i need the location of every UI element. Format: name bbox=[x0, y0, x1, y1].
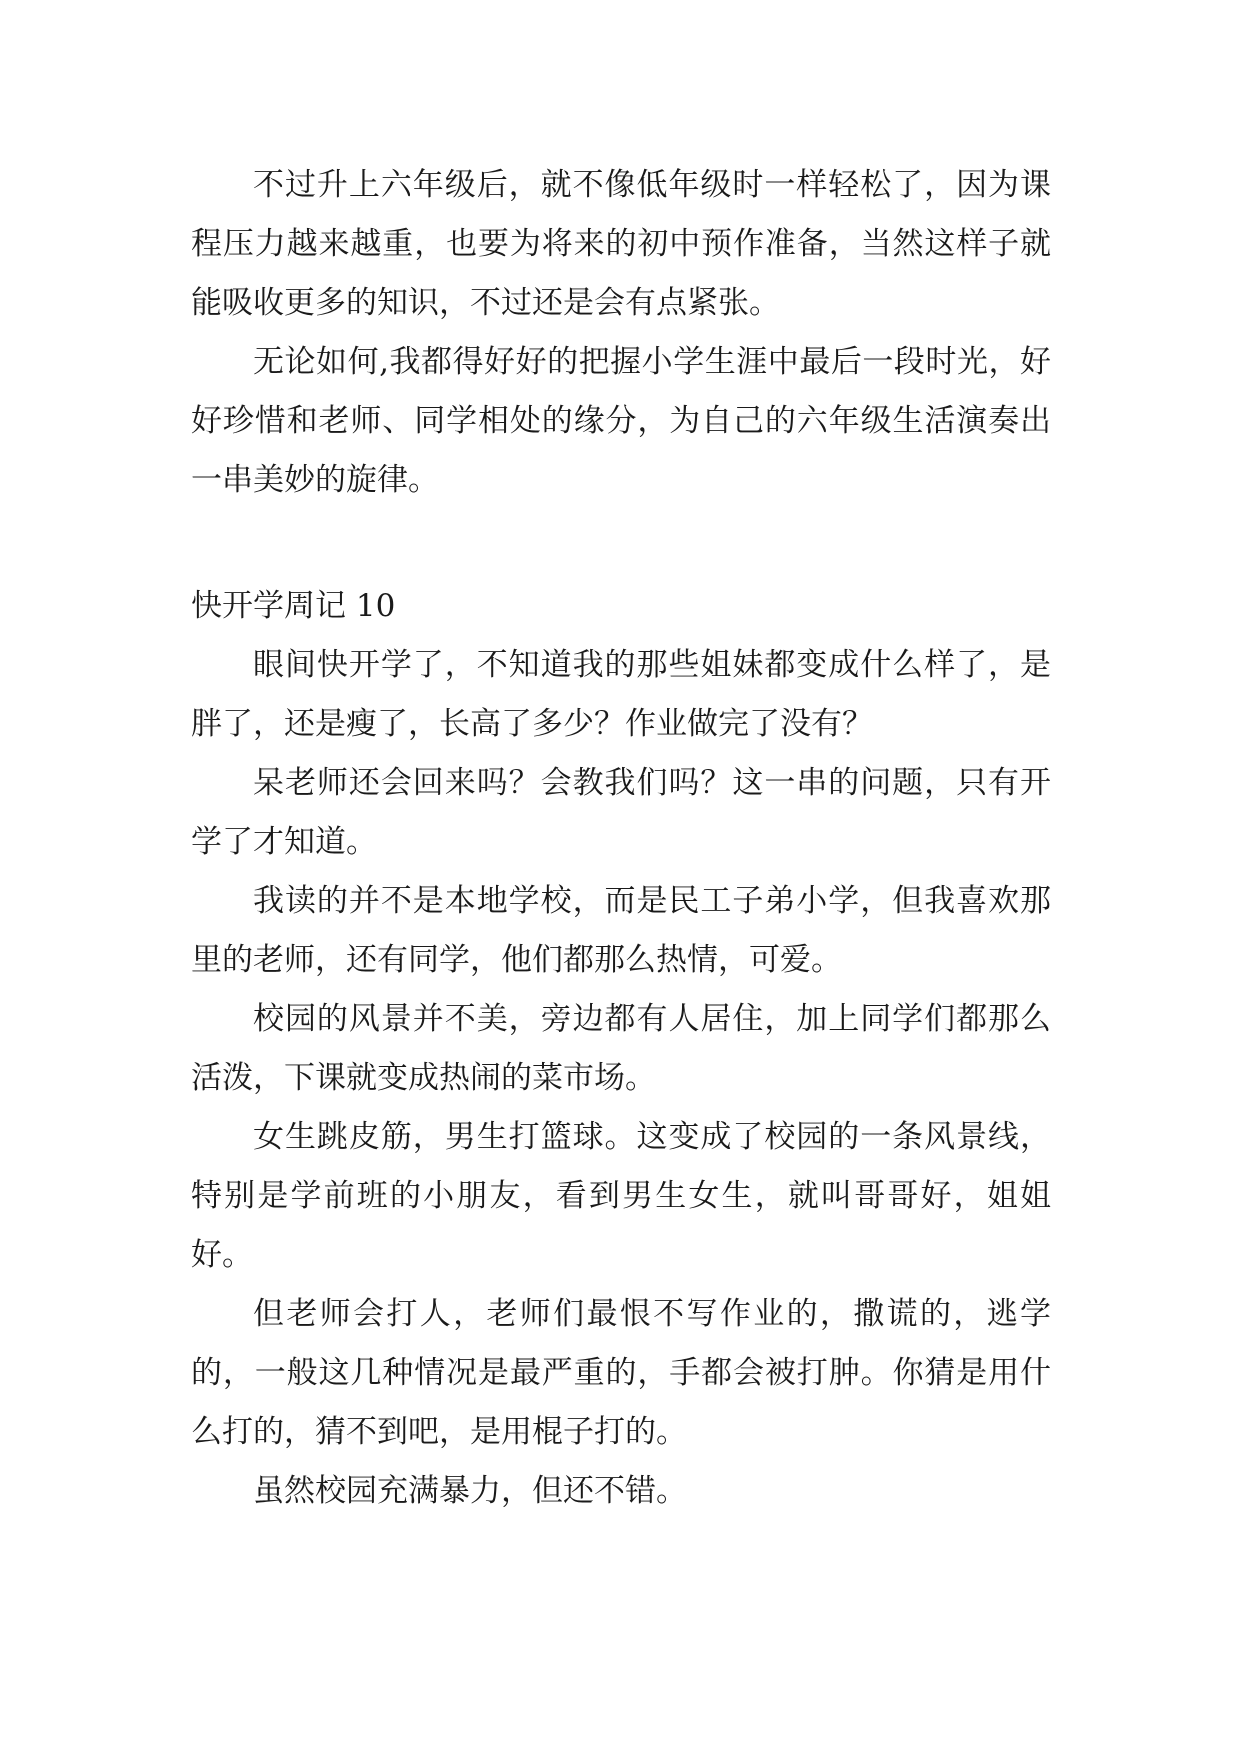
section-title: 快开学周记 10 bbox=[191, 588, 396, 624]
paragraph: 虽然校园充满暴力，但还不错。 bbox=[253, 1473, 687, 1509]
paragraph: 但老师会打人，老师们最恨不写作业的，撒谎的，逃学的，一般这几种情况是最严重的，手都会被打肿。你猜是用什么打的，猜不到吧，是用棍子打的。 bbox=[191, 1296, 1051, 1450]
paragraph: 女生跳皮筋，男生打篮球。这变成了校园的一条风景线，特别是学前班的小朋友，看到男生女生，就叫哥哥好，姐姐好。 bbox=[191, 1119, 1051, 1273]
paragraph: 我读的并不是本地学校，而是民工子弟小学，但我喜欢那里的老师，还有同学，他们都那么热情，可爱。 bbox=[191, 883, 1051, 978]
paragraph: 校园的风景并不美，旁边都有人居住，加上同学们都那么活泼，下课就变成热闹的菜市场。 bbox=[191, 1001, 1051, 1096]
paragraph: 不过升上六年级后，就不像低年级时一样轻松了，因为课程压力越来越重，也要为将来的初中预作准备，当然这样子就能吸收更多的知识，不过还是会有点紧张。 bbox=[191, 167, 1051, 321]
paragraph: 无论如何,我都得好好的把握小学生涯中最后一段时光，好好珍惜和老师、同学相处的缘分，为自己的六年级生活演奏出一串美妙的旋律。 bbox=[191, 344, 1051, 498]
document-body bbox=[191, 156, 1051, 1521]
paragraph: 眼间快开学了，不知道我的那些姐妹都变成什么样了，是胖了，还是瘦了，长高了多少？作业做完了没有？ bbox=[191, 647, 1051, 742]
section-gap bbox=[191, 510, 1051, 577]
paragraph: 呆老师还会回来吗？会教我们吗？这一串的问题，只有开学了才知道。 bbox=[191, 765, 1051, 860]
